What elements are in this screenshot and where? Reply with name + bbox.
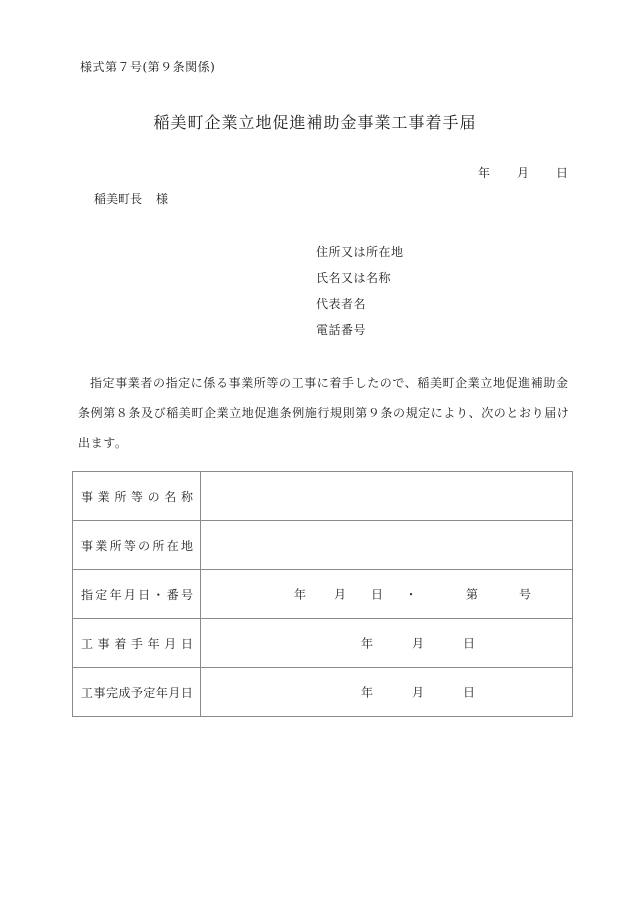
applicant-name-label: 氏名又は名称 [316, 271, 392, 285]
designation-month-label: 月 [334, 587, 347, 602]
designation-year-label: 年 [294, 587, 307, 602]
table-row-planned-completion-date [73, 668, 573, 717]
date-month-label: 月 [517, 166, 530, 180]
completion-day-label: 日 [463, 685, 476, 700]
construction-start-date-field[interactable] [201, 619, 573, 668]
form-number: 様式第７号(第９条関係) [80, 60, 216, 74]
designation-number-prefix: 第 [466, 587, 479, 602]
applicant-address-label: 住所又は所在地 [316, 245, 404, 259]
addressee-honorific: 様 [156, 192, 169, 206]
label-office-name [73, 472, 201, 521]
addressee-name: 稲美町長 [94, 192, 143, 206]
designation-number-suffix: 号 [519, 587, 532, 602]
designation-day-label: 日 [371, 587, 384, 602]
label-planned-completion-date-text: 工 事 完 成 予 定 年 月 日 [81, 685, 193, 700]
table-row-designation-date-number [73, 570, 573, 619]
label-designation-date-number-text: 指 定 年 月 日 ・ 番 号 [81, 587, 193, 602]
designation-separator: ・ [405, 587, 418, 602]
document-title: 稲美町企業立地促進補助金事業工事着手届 [153, 113, 477, 132]
body-paragraph: 指定事業者の指定に係る事業所等の工事に着手したので、稲美町企業立地促進補助金条例第８条及び稲美町企業立地促進条例施行規則第９条の規定により、次のとおり届け出ます。 [78, 376, 570, 450]
start-day-label: 日 [463, 636, 476, 651]
completion-month-label: 月 [412, 685, 425, 700]
office-name-field[interactable] [201, 472, 573, 521]
applicant-representative-label: 代表者名 [316, 297, 367, 311]
table-row-construction-start-date [73, 619, 573, 668]
office-location-field[interactable] [201, 521, 573, 570]
label-planned-completion-date [73, 668, 201, 717]
start-month-label: 月 [412, 636, 425, 651]
notification-table [72, 471, 573, 717]
planned-completion-date-field[interactable] [201, 668, 573, 717]
designation-date-number-field[interactable] [201, 570, 573, 619]
table-row-office-name [73, 472, 573, 521]
label-office-location [73, 521, 201, 570]
label-designation-date-number [73, 570, 201, 619]
applicant-phone-label: 電話番号 [316, 323, 367, 337]
date-year-label: 年 [478, 166, 491, 180]
label-office-location-text: 事 業 所 等 の 所 在 地 [81, 538, 193, 553]
label-construction-start-date-text: 工 事 着 手 年 月 日 [81, 636, 193, 651]
date-day-label: 日 [556, 166, 569, 180]
start-year-label: 年 [361, 636, 374, 651]
label-office-name-text: 事 業 所 等 の 名 称 [81, 489, 193, 504]
addressee [94, 190, 168, 207]
completion-year-label: 年 [361, 685, 374, 700]
label-construction-start-date [73, 619, 201, 668]
table-row-office-location [73, 521, 573, 570]
